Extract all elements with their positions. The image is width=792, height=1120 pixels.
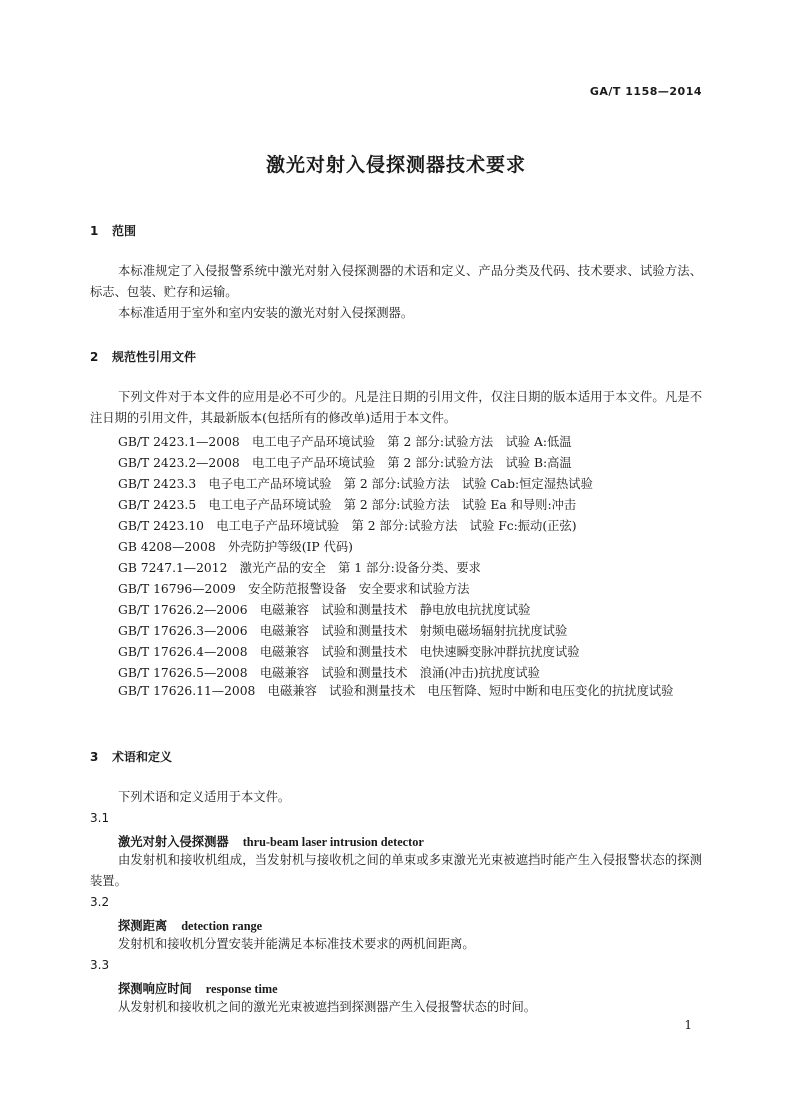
page-number: 1 bbox=[684, 1018, 692, 1032]
term-definition: 发射机和接收机分置安装并能满足本标准技术要求的两机间距离。 bbox=[118, 937, 475, 951]
section-heading-3 bbox=[90, 748, 172, 765]
reference-item: GB/T 17626.4—2008 电磁兼容 试验和测量技术 电快速瞬变脉冲群抗扰度试验 bbox=[118, 645, 580, 659]
scope-paragraph-2: 本标准适用于室外和室内安装的激光对射入侵探测器。 bbox=[118, 306, 414, 320]
reference-item: GB/T 2423.2—2008 电工电子产品环境试验 第 2 部分:试验方法 试验 B:高温 bbox=[118, 456, 572, 470]
document-title: 激光对射入侵探测器技术要求 bbox=[265, 154, 526, 176]
term-number: 3.3 bbox=[90, 958, 110, 972]
section-number: 2 bbox=[90, 350, 99, 364]
term-number: 3.2 bbox=[90, 895, 110, 909]
term-heading bbox=[118, 916, 262, 934]
reference-item: GB 7247.1—2012 激光产品的安全 第 1 部分:设备分类、要求 bbox=[118, 561, 481, 575]
term-heading bbox=[118, 979, 278, 997]
term-number: 3.1 bbox=[90, 811, 110, 825]
standard-code: GA/T 1158—2014 bbox=[589, 85, 702, 98]
references-intro: 下列文件对于本文件的应用是必不可少的。凡是注日期的引用文件，仅注日期的版本适用于本文件。凡是不注日期的引用文件，其最新版本(包括所有的修改单)适用于本文件。 bbox=[90, 390, 702, 425]
reference-item: GB 4208—2008 外壳防护等级(IP 代码) bbox=[118, 540, 353, 554]
term-name-en: detection range bbox=[181, 919, 263, 933]
scope-paragraph-1: 本标准规定了入侵报警系统中激光对射入侵探测器的术语和定义、产品分类及代码、技术要求、试验方法、标志、包装、贮存和运输。 bbox=[90, 264, 702, 299]
terms-intro: 下列术语和定义适用于本文件。 bbox=[118, 790, 291, 804]
reference-item-wrapped: GB/T 17626.11—2008 电磁兼容 试验和测量技术 电压暂降、短时中断和电压变化的抗扰度试验 bbox=[118, 684, 674, 698]
term-name-en: response time bbox=[205, 982, 278, 996]
term-name-zh: 探测响应时间 bbox=[118, 982, 192, 996]
section-number: 3 bbox=[90, 750, 99, 764]
term-name-en: thru-beam laser intrusion detector bbox=[242, 835, 424, 849]
reference-item: GB/T 2423.1—2008 电工电子产品环境试验 第 2 部分:试验方法 试验 A:低温 bbox=[118, 435, 572, 449]
reference-item: GB/T 16796—2009 安全防范报警设备 安全要求和试验方法 bbox=[118, 582, 470, 596]
reference-item: GB/T 17626.3—2006 电磁兼容 试验和测量技术 射频电磁场辐射抗扰度试验 bbox=[118, 624, 568, 638]
reference-item: GB/T 17626.2—2006 电磁兼容 试验和测量技术 静电放电抗扰度试验 bbox=[118, 603, 531, 617]
term-name-zh: 探测距离 bbox=[118, 919, 168, 933]
term-definition: 由发射机和接收机组成，当发射机与接收机之间的单束或多束激光光束被遮挡时能产生入侵报警状态的探测装置。 bbox=[90, 853, 702, 888]
term-heading bbox=[118, 832, 424, 850]
section-heading-1 bbox=[90, 222, 136, 239]
term-name-zh: 激光对射入侵探测器 bbox=[118, 835, 229, 849]
section-title: 规范性引用文件 bbox=[112, 350, 197, 364]
reference-item: GB/T 2423.5 电工电子产品环境试验 第 2 部分:试验方法 试验 Ea 和导则:冲击 bbox=[118, 498, 577, 512]
section-title: 范围 bbox=[112, 224, 137, 238]
section-number: 1 bbox=[90, 224, 99, 238]
reference-item: GB/T 2423.10 电工电子产品环境试验 第 2 部分:试验方法 试验 Fc:振动(正弦) bbox=[118, 519, 577, 533]
term-definition: 从发射机和接收机之间的激光光束被遮挡到探测器产生入侵报警状态的时间。 bbox=[118, 1000, 537, 1014]
section-heading-2 bbox=[90, 348, 196, 365]
reference-item: GB/T 17626.5—2008 电磁兼容 试验和测量技术 浪涌(冲击)抗扰度试验 bbox=[118, 666, 540, 680]
reference-item: GB/T 2423.3 电子电工产品环境试验 第 2 部分:试验方法 试验 Cab:恒定湿热试验 bbox=[118, 477, 593, 491]
section-title: 术语和定义 bbox=[112, 750, 173, 764]
